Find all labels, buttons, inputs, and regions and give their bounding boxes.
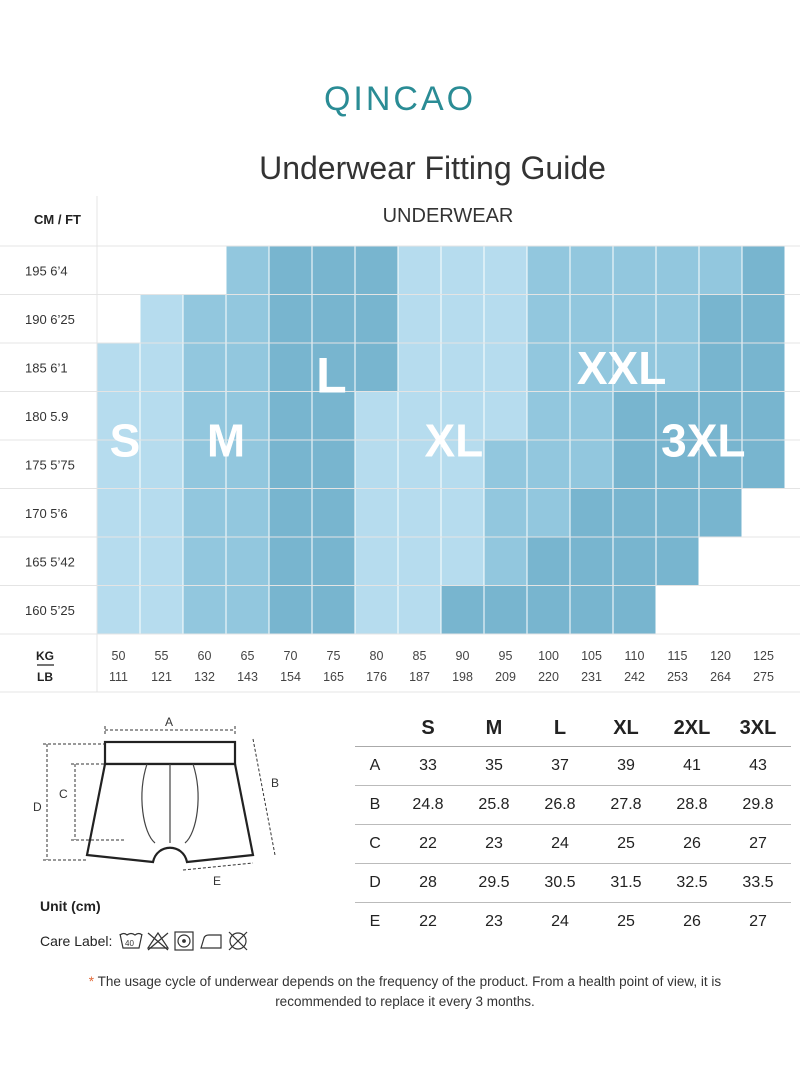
table-row: [355, 903, 791, 942]
table-cell: 27.8: [593, 786, 659, 825]
table-header-row: [355, 710, 791, 747]
page-title: Underwear Fitting Guide: [259, 150, 606, 186]
kg-tick-label: 115: [667, 649, 688, 663]
height-label: 175 5’75: [25, 457, 75, 473]
size-label-xxl: XXL: [576, 341, 667, 394]
table-cell: 28.8: [659, 786, 725, 825]
table-cell: 25.8: [461, 786, 527, 825]
table-cell: 27: [749, 913, 767, 930]
table-cell: 39: [593, 747, 659, 786]
table-cell: 37: [527, 747, 593, 786]
table-row: [355, 747, 791, 786]
lb-tick-label: 143: [237, 670, 258, 684]
kg-tick-label: 95: [498, 649, 513, 663]
table-cell: 26.8: [527, 786, 593, 825]
kg-tick-label: 110: [624, 649, 645, 663]
lb-tick-label: 275: [753, 670, 774, 684]
size-label-xl: XL: [424, 414, 484, 467]
lb-tick-label: 209: [495, 670, 516, 684]
height-axis-header: CM / FT: [34, 212, 81, 227]
size-label-l: L: [316, 347, 347, 404]
unit-label: Unit (cm): [40, 898, 101, 914]
lb-tick-label: 242: [624, 670, 645, 684]
table-cell: 26: [683, 913, 701, 930]
kg-tick-label: 60: [197, 649, 212, 663]
wash-temp: 40: [125, 939, 135, 948]
kg-tick-label: 125: [753, 649, 774, 663]
kg-tick-label: 100: [538, 649, 559, 663]
size-measurement-table: [355, 710, 791, 941]
care-icons: [118, 930, 268, 952]
no-bleach-icon: [148, 933, 168, 950]
kg-tick-label: 50: [111, 649, 126, 663]
table-col-header: M: [461, 710, 527, 747]
dimension-label-b: B: [271, 776, 280, 790]
iron-icon: [201, 935, 221, 948]
kg-tick-label: 85: [412, 649, 427, 663]
size-label-3xl: 3XL: [661, 414, 746, 467]
lb-tick-label: 154: [280, 670, 301, 684]
lb-tick-label: 264: [710, 670, 731, 684]
table-corner: [355, 710, 395, 747]
table-cell: 26: [659, 825, 725, 864]
chart-header: UNDERWEAR: [382, 205, 514, 227]
table-cell: 23: [485, 913, 503, 930]
table-cell: 22: [419, 913, 437, 930]
lb-tick-label: 231: [581, 670, 602, 684]
table-cell: 24.8: [395, 786, 461, 825]
table-cell: 30.5: [527, 864, 593, 903]
table-cell: 22: [395, 825, 461, 864]
height-label: 190 6’25: [25, 311, 75, 327]
lb-axis-label: LB: [37, 670, 53, 684]
brand-logo: QINCAO: [323, 80, 477, 118]
underwear-diagram: [25, 715, 325, 890]
lb-tick-label: 176: [366, 670, 387, 684]
size-label-m: M: [206, 414, 246, 467]
table-col-header: XL: [593, 710, 659, 747]
table-cell: 24: [551, 913, 569, 930]
footnote: [80, 972, 730, 1012]
lb-tick-label: 121: [151, 670, 172, 684]
lb-tick-label: 132: [194, 670, 215, 684]
table-row: [355, 786, 791, 825]
table-cell: 24: [527, 825, 593, 864]
lb-tick-label: 111: [108, 670, 129, 684]
lb-tick-label: 220: [538, 670, 559, 684]
footnote-text: The usage cycle of underwear depends on the frequency of the product. From a health point of view, it is recommended to replace it every 3 months.: [94, 974, 722, 1009]
table-row-label: B: [355, 786, 395, 825]
no-dry-clean-icon: [229, 932, 247, 950]
table-cell: 32.5: [659, 864, 725, 903]
table-row: [355, 825, 791, 864]
table-cell: 33: [395, 747, 461, 786]
dimension-label-c: C: [59, 787, 68, 801]
height-label: 165 5’42: [25, 554, 75, 570]
lb-tick-label: 187: [409, 670, 430, 684]
kg-tick-label: 65: [240, 649, 255, 663]
table-cell: 41: [659, 747, 725, 786]
table-cell: 35: [461, 747, 527, 786]
table-cell: 33.5: [725, 864, 791, 903]
kg-tick-label: 80: [369, 649, 384, 663]
kg-tick-label: 55: [154, 649, 169, 663]
kg-tick-label: 75: [326, 649, 341, 663]
table-cell: 25: [593, 825, 659, 864]
size-label-s: S: [109, 414, 141, 467]
care-label-row: [40, 930, 268, 952]
lb-tick-label: 165: [323, 670, 344, 684]
tumble-dry-icon: [175, 932, 193, 950]
height-label: 195 6’4: [25, 263, 68, 279]
care-label-text: Care Label:: [40, 933, 113, 949]
lb-tick-label: 198: [452, 670, 473, 684]
height-label: 170 5’6: [25, 505, 68, 521]
table-row-label: C: [355, 825, 395, 864]
kg-tick-label: 70: [283, 649, 298, 663]
table-row: [355, 864, 791, 903]
kg-axis-label: KG: [36, 649, 54, 663]
table-cell: 29.5: [461, 864, 527, 903]
size-chart: [0, 196, 800, 696]
lb-tick-label: 253: [667, 670, 688, 684]
height-label: 160 5’25: [25, 602, 75, 618]
kg-tick-label: 120: [710, 649, 731, 663]
table-cell: 43: [725, 747, 791, 786]
wash-40-icon: [120, 934, 142, 949]
dimension-label-e: E: [213, 874, 222, 888]
table-cell: 23: [461, 825, 527, 864]
height-label: 185 6’1: [25, 360, 68, 376]
table-cell: 27: [725, 825, 791, 864]
table-col-header: S: [395, 710, 461, 747]
dimension-label-a: A: [165, 715, 174, 729]
table-row-label: A: [355, 747, 395, 786]
table-cell: 29.8: [725, 786, 791, 825]
table-col-header: 2XL: [659, 710, 725, 747]
table-cell: 28: [395, 864, 461, 903]
footnote-star: *: [88, 974, 95, 989]
table-row-label: E: [369, 913, 381, 930]
table-row-label: D: [355, 864, 395, 903]
kg-tick-label: 90: [455, 649, 470, 663]
height-label: 180 5.9: [25, 408, 69, 424]
table-cell: 25: [617, 913, 635, 930]
table-col-header: 3XL: [725, 710, 791, 747]
kg-tick-label: 105: [581, 649, 602, 663]
table-col-header: L: [527, 710, 593, 747]
dimension-label-d: D: [33, 800, 42, 814]
table-cell: 31.5: [593, 864, 659, 903]
